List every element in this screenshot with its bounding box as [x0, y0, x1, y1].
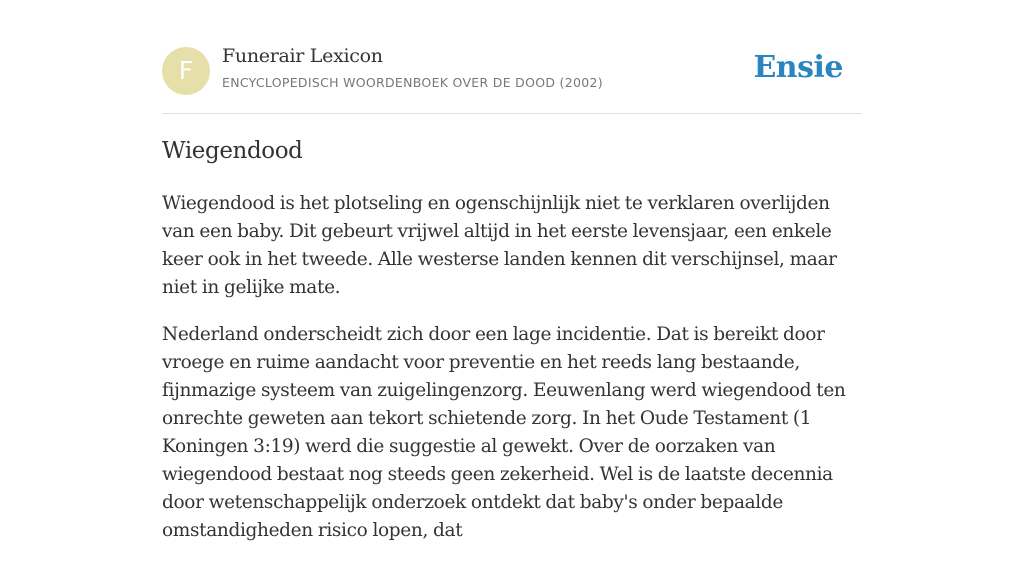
source-title-link[interactable]: Funerair Lexicon	[222, 45, 383, 67]
ensie-logo[interactable]: Ensie	[753, 50, 843, 85]
entry-paragraph: Wiegendood is het plotseling en ogenschijnlijk niet te verklaren overlijden van een baby. Dit gebeurt vrijwel altijd in het eerste levensjaar, een enkele keer ook in het tweede. Alle westerse landen kennen dit verschijnsel, maar niet in gelijke mate.	[162, 193, 837, 298]
source-avatar[interactable]: F	[162, 47, 210, 95]
entry-paragraph: Nederland onderscheidt zich door een lage incidentie. Dat is bereikt door vroege en ruime aandacht voor preventie en het reeds lang bestaande, fijnmazige systeem van zuigelingenzorg. Eeuwenlang werd wiegendood ten onrechte geweten aan tekort schietende zorg. In het Oude Testament (1 Koningen 3:19) werd die suggestie al gewekt. Over de oorzaken van wiegendood bestaat nog steeds geen zekerheid. Wel is de laatste decennia door wetenschappelijk onderzoek ontdekt dat baby's onder bepaalde omstandigheden risico lopen, dat	[162, 324, 846, 541]
entry-content	[162, 190, 862, 564]
entry-title: Wiegendood	[162, 138, 303, 164]
source-subtitle: ENCYCLOPEDISCH WOORDENBOEK OVER DE DOOD (2002)	[222, 75, 603, 90]
page	[162, 0, 862, 541]
source-header	[162, 0, 862, 114]
